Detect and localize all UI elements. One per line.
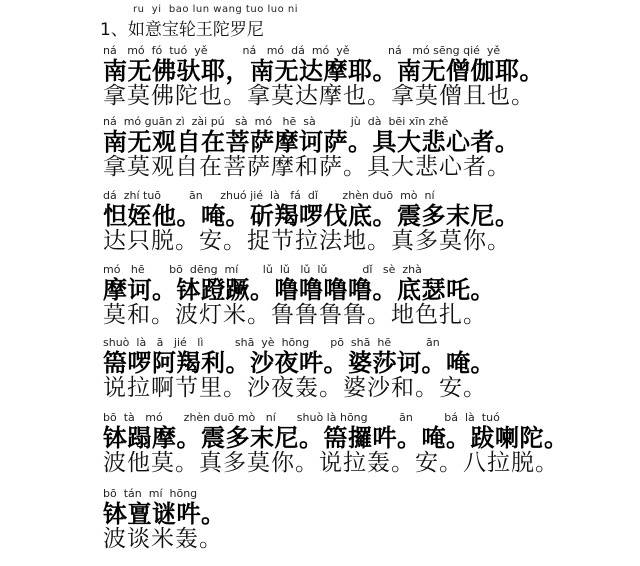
verse-main-text: 南无观自在菩萨摩诃萨。具大悲心者。 <box>103 128 520 156</box>
verse-main-text: 篅啰阿羯利。沙夜吽。婆莎诃。唵。 <box>103 349 495 377</box>
verse-pinyin: bō tà mó zhèn duō mò ní shuò là hōng ān bá là tuó <box>103 411 500 424</box>
verse-block-3 <box>103 189 633 254</box>
verse-simplified-reading: 拿莫观自在菩萨摩和萨。具大悲心者。 <box>103 154 511 180</box>
verse-pinyin: dá zhí tuō ān zhuó jié là fá dǐ zhèn duō mò ní <box>103 189 435 202</box>
verse-block-1 <box>103 44 633 109</box>
verse-block-2 <box>103 115 633 180</box>
verse-block-5 <box>103 336 633 401</box>
verse-block-6 <box>103 411 633 476</box>
verse-pinyin: mó hē bō dēng mí lǔ lǔ lǔ lǔ dǐ sè zhà <box>103 263 422 276</box>
verse-main-text: 摩诃。钵蹬蹶。噜噜噜噜。底瑟吒。 <box>103 276 495 304</box>
verse-block-4 <box>103 263 633 328</box>
verse-main-text: 钵亶谜吽。 <box>103 500 226 528</box>
verse-block-7 <box>103 487 633 552</box>
verse-main-text: 钵蹋摩。震多末尼。篅攞吽。唵。跋喇陀。 <box>103 424 569 452</box>
verse-simplified-reading: 波他莫。真多莫你。说拉轰。安。八拉脱。 <box>103 450 559 476</box>
verse-pinyin: ná mó guān zì zài pú sà mó hē sà jù dà bēi xīn zhě <box>103 115 449 128</box>
verse-simplified-reading: 莫和。波灯米。鲁鲁鲁鲁。地色扎。 <box>103 302 487 328</box>
verse-simplified-reading: 波谈米轰。 <box>103 526 223 552</box>
verse-simplified-reading: 说拉啊节里。沙夜轰。婆沙和。安。 <box>103 375 487 401</box>
verse-pinyin: shuò là ā jié lì shā yè hōng pō shā hē ān <box>103 336 440 349</box>
verse-simplified-reading: 达只脱。安。捉节拉法地。真多莫你。 <box>103 228 511 254</box>
verse-pinyin: ná mó fó tuó yě ná mó dá mó yě ná mó sēng qié yě <box>103 44 501 57</box>
title-pinyin: ru yi bao lun wang tuo luo ni <box>133 4 299 15</box>
verse-main-text: 怛姪他。唵。斫羯啰伐底。震多末尼。 <box>103 202 520 230</box>
verse-simplified-reading: 拿莫佛陀也。拿莫达摩也。拿莫僧且也。 <box>103 83 535 109</box>
verse-pinyin: bō tán mí hōng <box>103 487 198 500</box>
page-title: 1、如意宝轮王陀罗尼 <box>100 20 264 40</box>
verse-main-text: 南无佛驮耶，南无达摩耶。南无僧伽耶。 <box>103 57 544 85</box>
